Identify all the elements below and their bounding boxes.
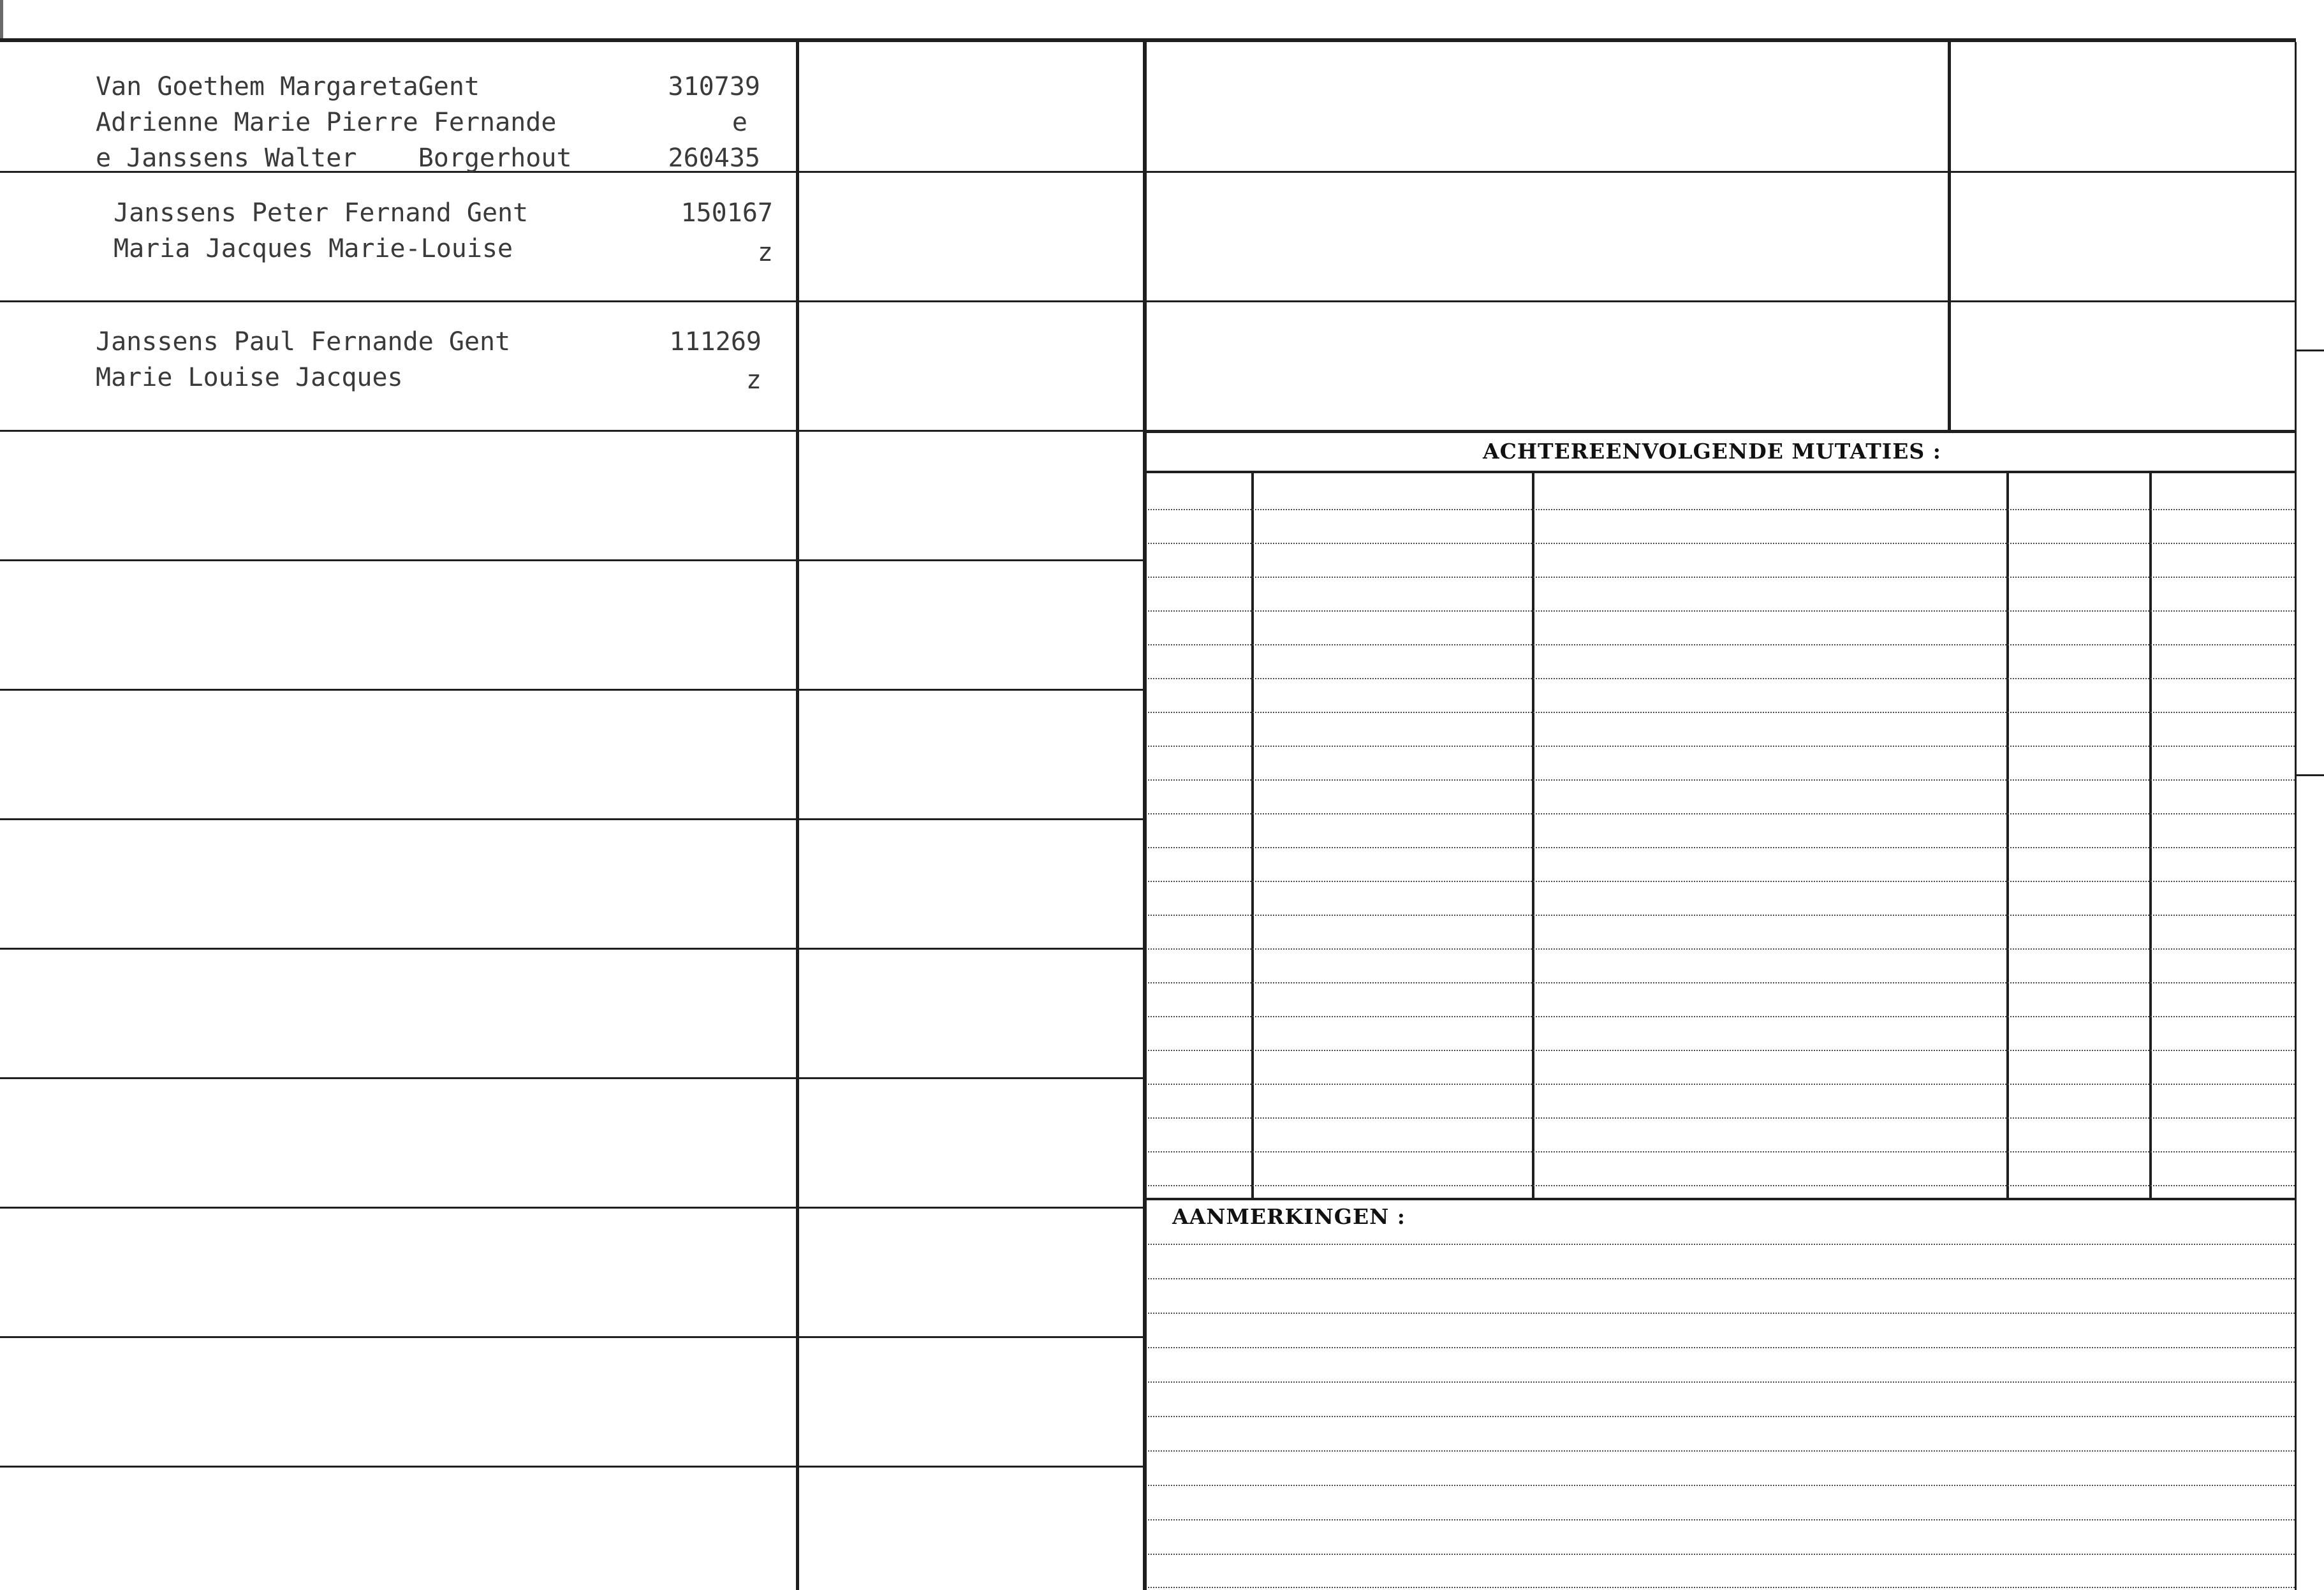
- person-code: 310739: [668, 72, 760, 101]
- mutations-col-divider: [2006, 473, 2009, 1198]
- person-code: 111269: [669, 327, 761, 357]
- mutations-row: [1148, 1185, 2295, 1186]
- person-code: 150167: [680, 198, 773, 228]
- mutations-col-divider: [2149, 473, 2152, 1198]
- remarks-line: [1148, 1416, 2295, 1417]
- right-upper-row: [1147, 171, 2296, 173]
- mutations-row: [1148, 644, 2295, 645]
- mutations-row: [1148, 1016, 2295, 1017]
- left-row-line: [0, 1207, 1143, 1209]
- person-text: Janssens Paul Fernande Gent: [96, 327, 511, 357]
- remarks-heading: AANMERKINGEN :: [1172, 1204, 1406, 1229]
- mutations-row: [1148, 746, 2295, 747]
- person-code: 260435: [668, 144, 760, 173]
- mutations-col-divider: [1251, 473, 1254, 1198]
- top-scan-edge: [0, 0, 3, 38]
- left-table-divider: [796, 42, 799, 1590]
- mutations-row: [1148, 915, 2295, 916]
- person-text: e Janssens Walter Borgerhout: [96, 144, 572, 173]
- left-row-line: [0, 1466, 1143, 1468]
- person-code: z: [746, 365, 761, 395]
- remarks-line: [1148, 1485, 2295, 1486]
- person-text: Janssens Peter Fernand Gent: [114, 198, 529, 228]
- mutations-row: [1148, 813, 2295, 814]
- mutations-row: [1148, 982, 2295, 983]
- mutations-bottom-rule: [1147, 1198, 2296, 1200]
- left-row-line: [0, 689, 1143, 691]
- mutations-row: [1148, 543, 2295, 544]
- person-text: Van Goethem MargaretaGent: [96, 72, 480, 101]
- mutations-row: [1148, 509, 2295, 510]
- person-text: Maria Jacques Marie-Louise: [114, 234, 513, 263]
- mutations-row: [1148, 1117, 2295, 1119]
- mutations-row: [1148, 712, 2295, 713]
- mutations-row: [1148, 948, 2295, 950]
- edge-mark: [2295, 774, 2324, 776]
- remarks-line: [1148, 1347, 2295, 1348]
- mutations-row: [1148, 881, 2295, 882]
- top-border: [0, 38, 2296, 42]
- right-border: [2295, 42, 2297, 1590]
- mutations-row: [1148, 1151, 2295, 1152]
- left-row-line: [0, 1077, 1143, 1079]
- right-upper-row: [1147, 430, 2296, 433]
- left-row-line: [0, 1336, 1143, 1338]
- person-code: e: [732, 108, 747, 137]
- remarks-line: [1148, 1519, 2295, 1520]
- left-row-line: [0, 430, 1143, 432]
- remarks-line: [1148, 1381, 2295, 1383]
- left-row-line: [0, 818, 1143, 820]
- right-upper-divider: [1948, 42, 1951, 431]
- remarks-line: [1148, 1313, 2295, 1314]
- mutations-heading: ACHTEREENVOLGENDE MUTATIES :: [1483, 439, 1941, 464]
- mutations-top-rule: [1147, 471, 2296, 473]
- left-row-line: [0, 300, 1143, 302]
- left-row-line: [0, 559, 1143, 561]
- remarks-line: [1148, 1244, 2295, 1245]
- mutations-col-divider: [1532, 473, 1534, 1198]
- person-code: z: [757, 238, 773, 267]
- mutations-row: [1148, 1084, 2295, 1085]
- left-row-line: [0, 948, 1143, 950]
- remarks-line: [1148, 1450, 2295, 1452]
- remarks-line: [1148, 1554, 2295, 1555]
- remarks-line: [1148, 1278, 2295, 1279]
- mutations-row: [1148, 1050, 2295, 1051]
- person-text: Adrienne Marie Pierre Fernande: [96, 108, 557, 137]
- person-text: Marie Louise Jacques: [96, 363, 403, 392]
- mutations-row: [1148, 779, 2295, 781]
- mutations-row: [1148, 847, 2295, 848]
- mutations-row: [1148, 678, 2295, 679]
- mutations-row: [1148, 577, 2295, 578]
- right-upper-row: [1147, 300, 2296, 302]
- mutations-row: [1148, 610, 2295, 612]
- edge-mark: [2295, 350, 2324, 351]
- remarks-line: [1148, 1587, 2295, 1588]
- center-divider: [1143, 42, 1147, 1590]
